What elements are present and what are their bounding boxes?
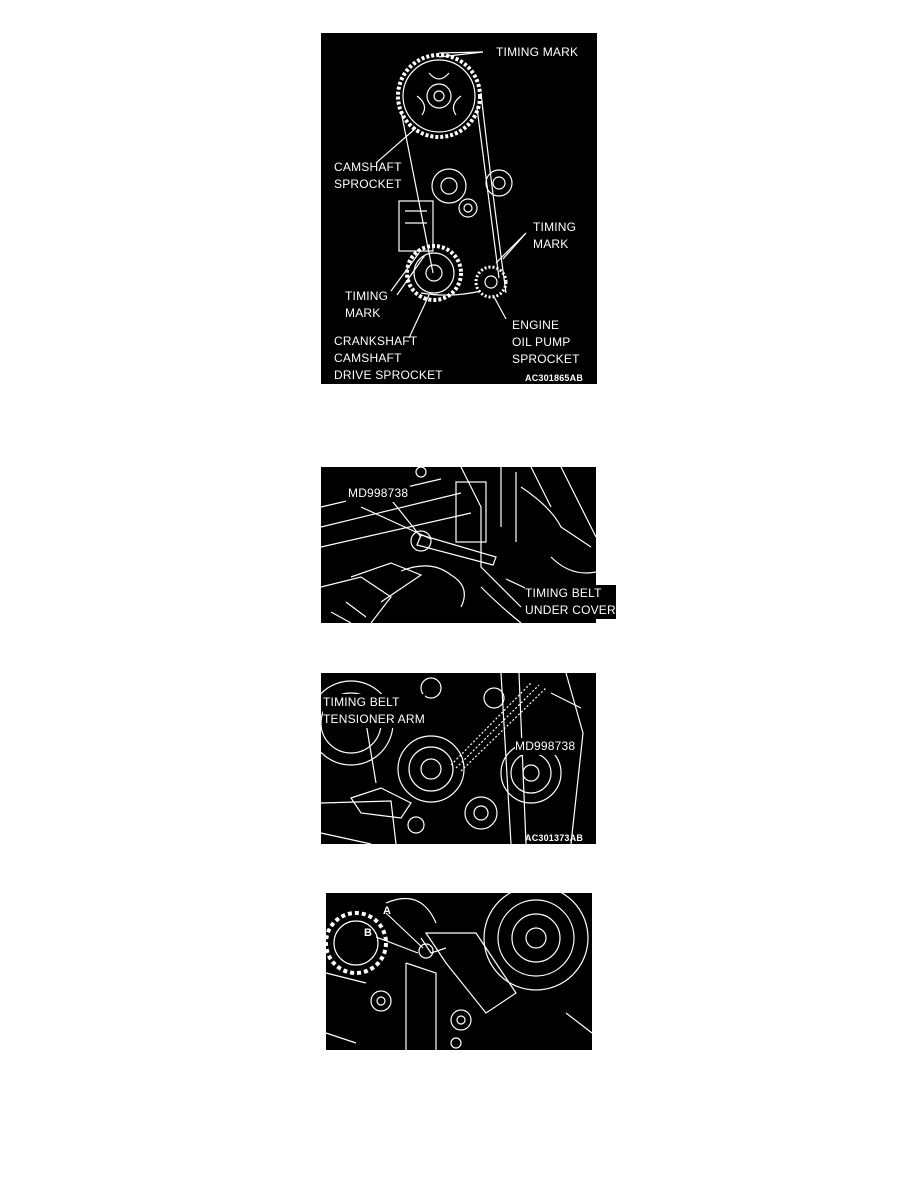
figure-special-tool-under-cover [321, 467, 616, 623]
timing-mark-right-label: TIMING MARK [533, 220, 577, 251]
point-b-label: B [364, 927, 373, 939]
figure-alignment-a-b [326, 893, 592, 1050]
figure-tensioner-arm [321, 673, 596, 844]
crankshaft-drive-sprocket-label: CRANKSHAFT CAMSHAFT DRIVE SPROCKET [334, 334, 443, 382]
figure-timing-belt-layout [321, 33, 597, 384]
tensioner-arm-label: TIMING BELT TENSIONER ARM [323, 695, 425, 726]
engine-oil-pump-sprocket-label: ENGINE OIL PUMP SPROCKET [512, 318, 580, 366]
camshaft-sprocket-label: CAMSHAFT SPROCKET [334, 160, 402, 191]
figure-code: AC301373AB [525, 833, 584, 843]
timing-mark-left-label: TIMING MARK [345, 289, 389, 320]
timing-mark-top-label: TIMING MARK [496, 45, 579, 59]
tool-label: MD998738 [348, 486, 409, 500]
point-a-label: A [383, 905, 392, 917]
tool-label: MD998738 [515, 739, 576, 753]
figure-code: AC301865AB [525, 373, 584, 383]
timing-belt-under-cover-label: TIMING BELT UNDER COVER [525, 586, 616, 617]
alignment-drawing [326, 893, 592, 1050]
